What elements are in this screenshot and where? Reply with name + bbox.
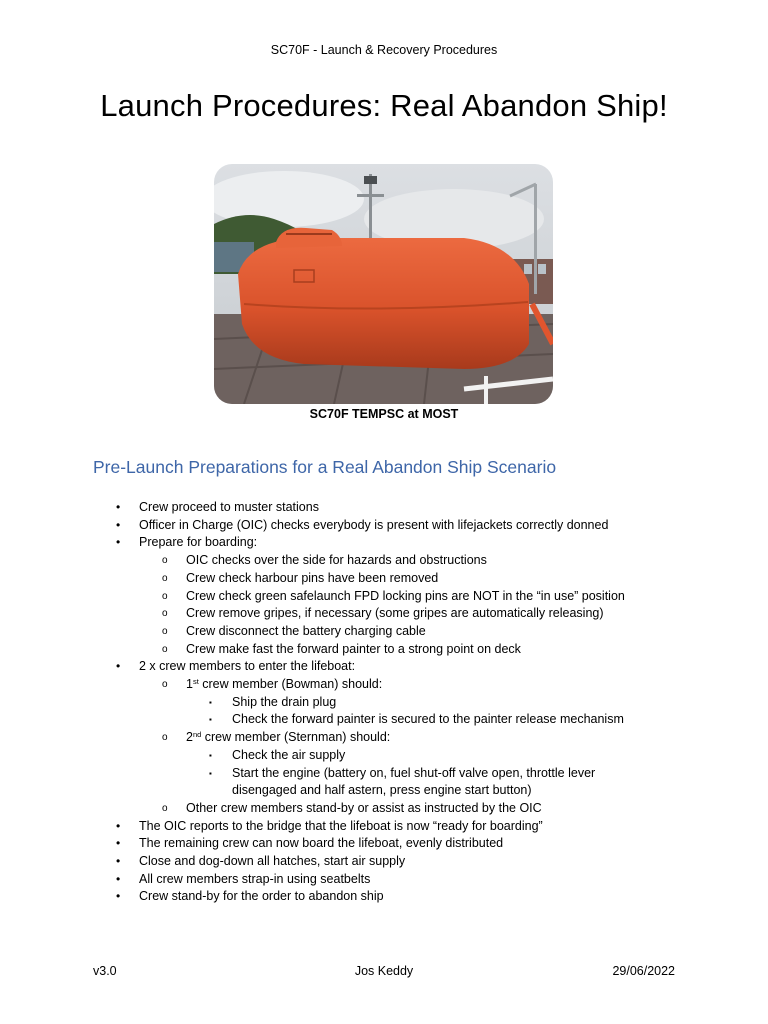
- list-item-text: Crew check green safelaunch FPD locking pins are NOT in the “in use” position: [186, 588, 625, 603]
- bullet-level3: ▪: [209, 750, 212, 760]
- list-subsubitem: [0, 694, 652, 712]
- list-item-text: crew member (Sternman) should:: [201, 730, 391, 745]
- list-subitem: [0, 570, 768, 588]
- list-item-text: The remaining crew can now board the lifeboat, evenly distributed: [139, 836, 504, 851]
- list-item-text: Close and dog-down all hatches, start air supply: [139, 854, 406, 869]
- bullet-level2: o: [162, 802, 168, 814]
- list-subitem: [0, 729, 768, 747]
- bullet-level2: o: [162, 590, 168, 602]
- list-subsubitem: [0, 765, 652, 800]
- list-item-text: Check the air supply: [232, 747, 346, 762]
- list-item-text: Crew proceed to muster stations: [139, 500, 319, 514]
- page-title: Launch Procedures: Real Abandon Ship!: [100, 88, 668, 123]
- ordinal-number: 2: [186, 730, 193, 745]
- list-item-text: Check the forward painter is secured to the painter release mechanism: [232, 712, 624, 727]
- bullet-level2: o: [162, 679, 168, 691]
- bullet-level1: •: [116, 500, 121, 514]
- list-item: [0, 871, 768, 889]
- list-item-text: Prepare for boarding:: [139, 535, 258, 550]
- list-item-text: OIC checks over the side for hazards and obstructions: [186, 553, 487, 568]
- list-item: [0, 517, 768, 535]
- bullet-level3: ▪: [209, 715, 212, 725]
- list-item: [0, 658, 768, 676]
- bullet-level1: •: [116, 889, 121, 904]
- list-subitem: [0, 552, 768, 570]
- list-subitem: [0, 623, 768, 641]
- bullet-level1: •: [116, 535, 121, 550]
- pre-launch-list: [0, 499, 768, 906]
- list-item-text: Crew make fast the forward painter to a strong point on deck: [186, 641, 521, 656]
- list-item-text: Crew check harbour pins have been removed: [186, 570, 439, 585]
- bullet-level2: o: [162, 572, 168, 584]
- bullet-level2: o: [162, 625, 168, 637]
- lifeboat-photo: [214, 164, 553, 404]
- list-item-text: The OIC reports to the bridge that the lifeboat is now “ready for boarding”: [139, 818, 543, 833]
- list-item-text: Start the engine (battery on, fuel shut-off valve open, throttle lever disengaged and half astern, press engine start button): [232, 765, 596, 798]
- bullet-level1: •: [116, 854, 121, 869]
- ordinal-number: 1: [186, 677, 193, 692]
- page-header: SC70F - Launch & Recovery Procedures: [270, 43, 498, 57]
- list-item: [0, 888, 768, 906]
- list-subitem: [0, 676, 768, 694]
- bullet-level3: ▪: [209, 697, 212, 707]
- bullet-level1: •: [116, 818, 121, 833]
- list-item-text: All crew members strap-in using seatbelts: [139, 871, 371, 886]
- bullet-level2: o: [162, 608, 168, 620]
- bullet-level2: o: [162, 643, 168, 655]
- bullet-level2: o: [162, 555, 168, 567]
- list-item: [0, 835, 768, 853]
- list-item-text: Crew disconnect the battery charging cable: [186, 623, 426, 638]
- list-item-text: Officer in Charge (OIC) checks everybody is present with lifejackets correctly donned: [139, 517, 609, 532]
- list-subitem: [0, 588, 768, 606]
- list-subsubitem: [0, 747, 652, 765]
- list-item-text: Other crew members stand-by or assist as instructed by the OIC: [186, 800, 542, 815]
- bullet-level2: o: [162, 732, 168, 744]
- list-item: [0, 534, 768, 552]
- list-item: [0, 818, 768, 836]
- bullet-level1: •: [116, 517, 121, 532]
- list-item: [0, 853, 768, 871]
- section-heading: Pre-Launch Preparations for a Real Abandon Ship Scenario: [93, 457, 557, 477]
- bullet-level1: •: [116, 836, 121, 851]
- list-subsubitem: [0, 711, 652, 729]
- ordinal-suffix: nd: [192, 730, 202, 740]
- list-item: [0, 499, 768, 517]
- bullet-level1: •: [116, 659, 121, 674]
- list-subitem: [0, 800, 768, 818]
- list-subitem: [0, 641, 768, 659]
- list-item-text: Crew stand-by for the order to abandon ship: [139, 889, 384, 904]
- bullet-level1: •: [116, 871, 121, 886]
- list-item-text: 2 x crew members to enter the lifeboat:: [139, 659, 356, 674]
- footer-author: Jos Keddy: [354, 964, 414, 978]
- list-item-text: crew member (Bowman) should:: [198, 677, 383, 692]
- bullet-level3: ▪: [209, 768, 212, 778]
- ordinal-suffix: st: [192, 677, 199, 687]
- footer-version: v3.0: [93, 964, 117, 978]
- footer-date: 29/06/2022: [612, 964, 675, 978]
- list-item-text: Ship the drain plug: [232, 694, 337, 709]
- photo-caption: SC70F TEMPSC at MOST: [309, 407, 459, 421]
- list-item-text: Crew remove gripes, if necessary (some gripes are automatically releasing): [186, 606, 604, 621]
- list-subitem: [0, 605, 768, 623]
